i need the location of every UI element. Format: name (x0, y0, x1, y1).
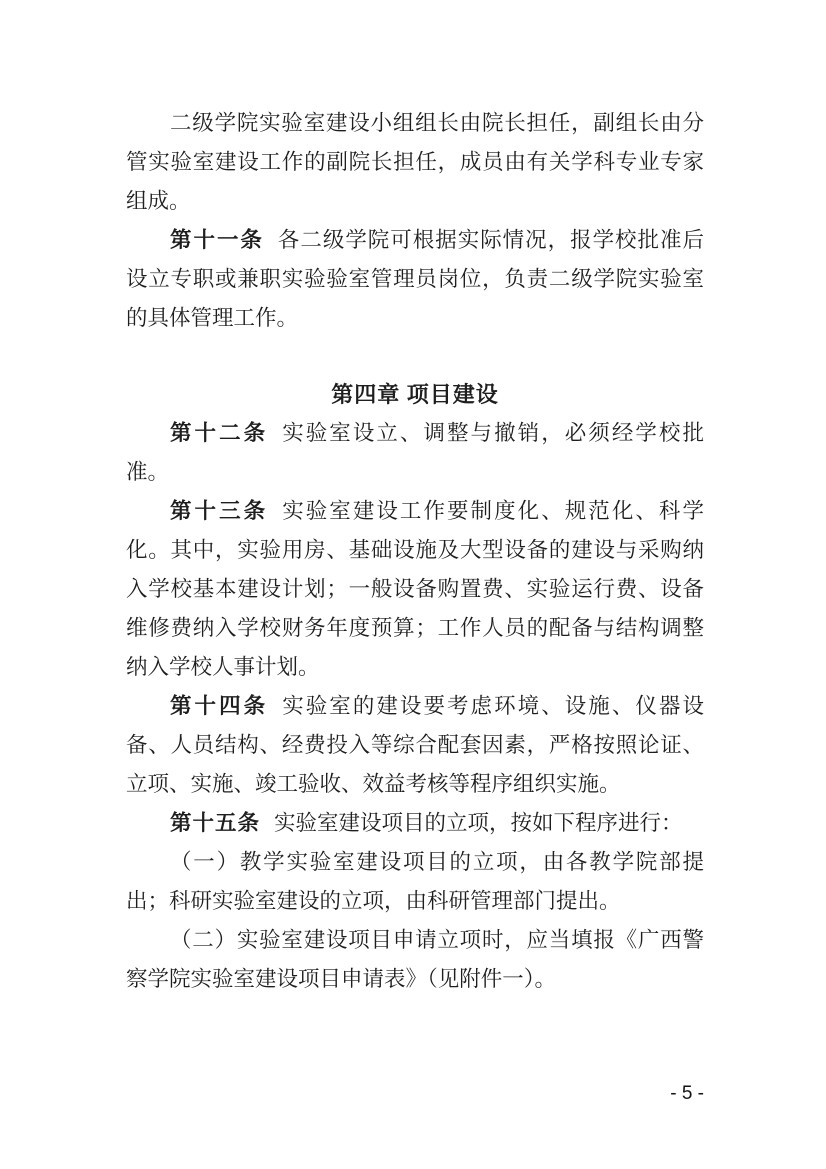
article-14-label: 第十四条 (170, 694, 269, 718)
article-12-label: 第十二条 (170, 421, 269, 445)
article-14-paragraph (126, 687, 704, 804)
article-15-paragraph (126, 804, 704, 843)
article-13-label: 第十三条 (170, 499, 269, 523)
article-12-paragraph (126, 414, 704, 492)
article-11-paragraph (126, 221, 704, 338)
article-14-text: 实验室的建设要考虑环境、设施、仪器设备、人员结构、经费投入等综合配套因素，严格按照论证、立项、实施、竣工验收、效益考核等程序组织实施。 (126, 694, 704, 796)
document-body (126, 104, 704, 999)
article-13-text: 实验室建设工作要制度化、规范化、科学化。其中，实验用房、基础设施及大型设备的建设与采购纳入学校基本建设计划；一般设备购置费、实验运行费、设备维修费纳入学校财务年度预算；工作人员的配备与结构调整纳入学校人事计划。 (126, 499, 704, 679)
page-footer (126, 1082, 704, 1106)
article-11-text: 各二级学院可根据实际情况，报学校批准后设立专职或兼职实验验室管理员岗位，负责二级学院实验室的具体管理工作。 (126, 228, 704, 330)
article-11-label: 第十一条 (170, 228, 264, 252)
chapter-heading: 第四章 项目建设 (331, 382, 499, 407)
list-item-1-paragraph: （一）教学实验室建设项目的立项，由各教学院部提出；科研实验室建设的立项，由科研管理部门提出。 (126, 850, 704, 913)
article-12-text: 实验室设立、调整与撤销，必须经学校批准。 (126, 421, 704, 484)
paragraph-intro: 二级学院实验室建设小组组长由院长担任，副组长由分管实验室建设工作的副院长担任，成员由有关学科专业专家组成。 (126, 111, 704, 213)
list-item-2-paragraph: （二）实验室建设项目申请立项时，应当填报《广西警察学院实验室建设项目申请表》（见附件一）。 (126, 928, 704, 991)
page-number: - 5 - (670, 1083, 704, 1104)
article-15-text: 实验室建设项目的立项，按如下程序进行： (274, 811, 683, 835)
article-13-paragraph (126, 492, 704, 687)
article-15-label: 第十五条 (170, 811, 261, 835)
